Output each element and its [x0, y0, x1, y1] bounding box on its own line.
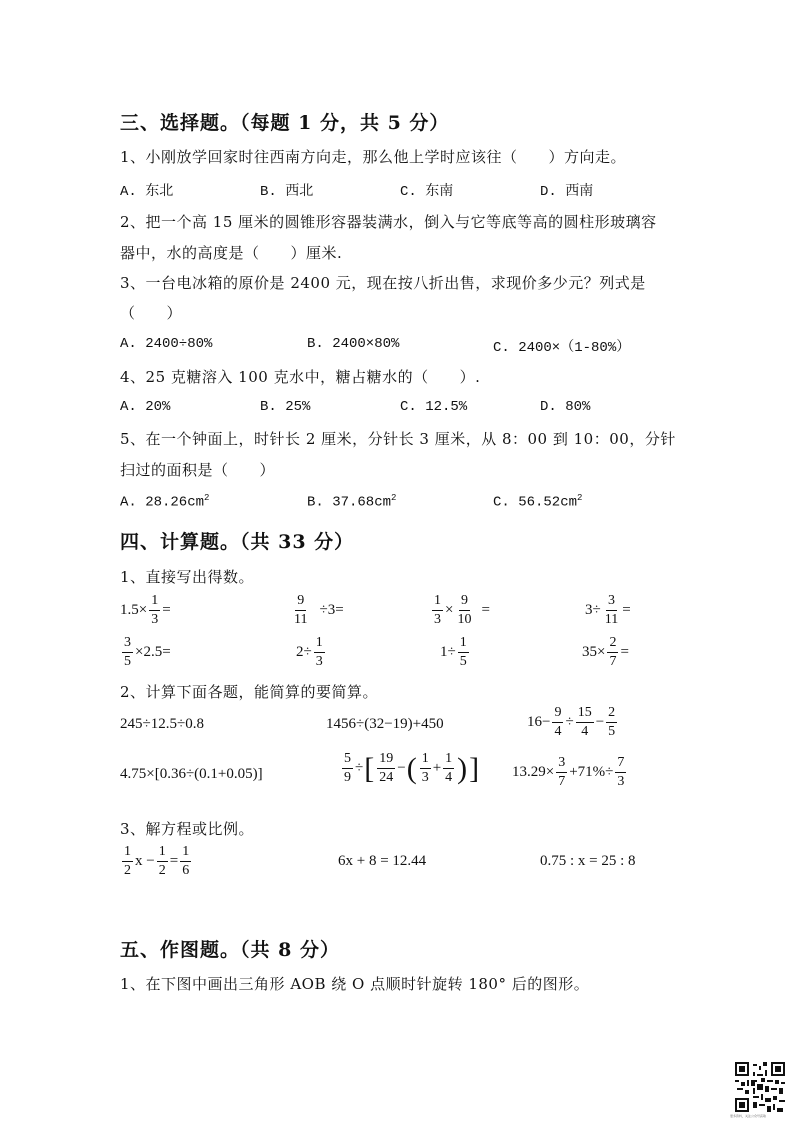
q3-line2: （ ） — [120, 304, 183, 322]
q4-option-d: D. 80% — [540, 399, 591, 415]
q3-option-a: A. 2400÷80% — [120, 336, 213, 352]
section3-title: 三、选择题。（每题 1 分，共 5 分） — [120, 112, 450, 134]
q5-option-c: C. $56.52cm^2$ — [493, 493, 583, 511]
oral-calc-8: 35× $\frac{2}{7}$ = — [582, 635, 629, 669]
expr-1: 245÷12.5÷0.8 — [120, 716, 204, 732]
qr-caption: 更多资料，关注公众号获取 — [730, 1114, 767, 1118]
expr-3: 16− $\frac{9}{4}$ ÷ $\frac{15}{4}$ − $\frac{2}{5}$ — [527, 705, 616, 739]
q1-text: 1、小刚放学回家时往西南方向走，那么他上学时应该往（ ）方向走。 — [120, 148, 627, 166]
q1-option-a: A. 东北 — [120, 184, 174, 200]
expr-5: $\frac{5}{9}$ ÷ [ $\frac{19}{24}$ − ( $\frac{1}{3}$ + $\frac{1}{4}$ ) ] — [344, 751, 480, 785]
q3-line1: 3、一台电冰箱的原价是 2400 元，现在按八折出售，求现价多少元？列式是 — [120, 274, 646, 292]
equation-3: 0.75 : x = 25 : 8 — [540, 853, 636, 869]
oral-calc-5: $\frac{3}{5}$ ×2.5= — [124, 635, 171, 669]
equation-2: 6x + 8 = 12.44 — [338, 853, 427, 869]
oral-calc-6: 2÷ $\frac{1}{3}$ — [296, 635, 323, 669]
expr-6: 13.29× $\frac{3}{7}$ +71%÷ $\frac{7}{3}$ — [512, 755, 625, 789]
section5-title: 五、作图题。（共 8 分） — [120, 939, 340, 961]
q1-option-b: B. 西北 — [260, 184, 314, 200]
section4-title: 四、计算题。（共 33 分） — [120, 531, 355, 553]
qr-code-icon — [735, 1062, 785, 1112]
q5-option-a: A. $28.26cm^2$ — [120, 493, 210, 511]
q4-option-b: B. 25% — [260, 399, 311, 415]
calc-sub1: 1、直接写出得数。 — [120, 568, 255, 586]
q5-line2: 扫过的面积是（ ） — [120, 461, 276, 479]
oral-calc-2: $\frac{9}{11}$ ÷3= — [294, 593, 344, 627]
drawing-q1: 1、在下图中画出三角形 AOB 绕 O 点顺时针旋转 180° 后的图形。 — [120, 975, 590, 993]
oral-calc-3: $\frac{1}{3}$ × $\frac{9}{10}$ = — [434, 593, 490, 627]
oral-calc-1: 1.5× $\frac{1}{3}$ = — [120, 593, 171, 627]
oral-calc-7: 1÷ $\frac{1}{5}$ — [440, 635, 467, 669]
q5-line1: 5、在一个钟面上，时针长 2 厘米，分针长 3 厘米，从 8：00 到 10：00，分针 — [120, 430, 676, 448]
calc-sub2: 2、计算下面各题，能简算的要简算。 — [120, 683, 379, 701]
q3-option-c: C. 2400×（1-80%） — [493, 340, 631, 356]
expr-2: 1456÷(32−19)+450 — [326, 716, 444, 732]
q1-option-c: C. 东南 — [400, 184, 454, 200]
oral-calc-4: 3÷ $\frac{3}{11}$ = — [585, 593, 631, 627]
expr-4: 4.75×[0.36÷(0.1+0.05)] — [120, 766, 263, 782]
q2-line2: 器中，水的高度是（ ）厘米. — [120, 244, 343, 262]
q4-option-a: A. 20% — [120, 399, 171, 415]
q4-option-c: C. 12.5% — [400, 399, 468, 415]
calc-sub3: 3、解方程或比例。 — [120, 820, 255, 838]
q4-text: 4、25 克糖溶入 100 克水中，糖占糖水的（ ）. — [120, 368, 481, 386]
q3-option-b: B. 2400×80% — [307, 336, 400, 352]
q2-line1: 2、把一个高 15 厘米的圆锥形容器装满水，倒入与它等底等高的圆柱形玻璃容 — [120, 213, 657, 231]
equation-1: $\frac{1}{2}$ x − $\frac{1}{2}$ = $\frac{1}{6}$ — [124, 844, 190, 878]
q1-option-d: D. 西南 — [540, 184, 594, 200]
q5-option-b: B. $37.68cm^2$ — [307, 493, 397, 511]
